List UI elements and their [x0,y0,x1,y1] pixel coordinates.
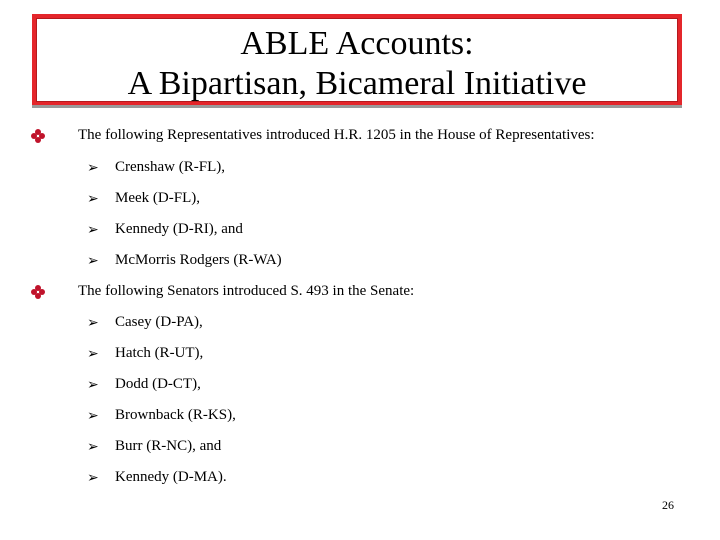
list-item: Crenshaw (R-FL), [115,159,225,175]
list-item: Kennedy (D-MA). [115,469,227,485]
list-item: Meek (D-FL), [115,190,200,206]
list-item: Kennedy (D-RI), and [115,221,243,237]
arrow-bullet-icon: ➢ [87,347,99,362]
list-item: Burr (R-NC), and [115,438,222,454]
section-2-text: The following Senators introduced S. 493 in the Senate: [78,283,415,299]
list-item: Casey (D-PA), [115,314,203,330]
list-item: Dodd (D-CT), [115,376,201,392]
section-1-text: The following Representatives introduced H.R. 1205 in the House of Representatives: [78,127,595,143]
list-item: Hatch (R-UT), [115,345,204,361]
arrow-bullet-icon: ➢ [87,378,99,393]
page-number: 26 [662,498,674,512]
arrow-bullet-icon: ➢ [87,223,99,238]
diamond-bullet-icon [31,285,45,299]
title-box [32,14,682,106]
diamond-bullet-icon [31,129,45,143]
arrow-bullet-icon: ➢ [87,409,99,424]
arrow-bullet-icon: ➢ [87,316,99,331]
arrow-bullet-icon: ➢ [87,440,99,455]
title-line-1: ABLE Accounts: [240,25,474,62]
slide-title [36,24,678,104]
arrow-bullet-icon: ➢ [87,254,99,269]
arrow-bullet-icon: ➢ [87,471,99,486]
title-line-2: A Bipartisan, Bicameral Initiative [127,65,587,102]
arrow-bullet-icon: ➢ [87,192,99,207]
list-item: McMorris Rodgers (R-WA) [115,252,282,268]
list-item: Brownback (R-KS), [115,407,236,423]
arrow-bullet-icon: ➢ [87,161,99,176]
